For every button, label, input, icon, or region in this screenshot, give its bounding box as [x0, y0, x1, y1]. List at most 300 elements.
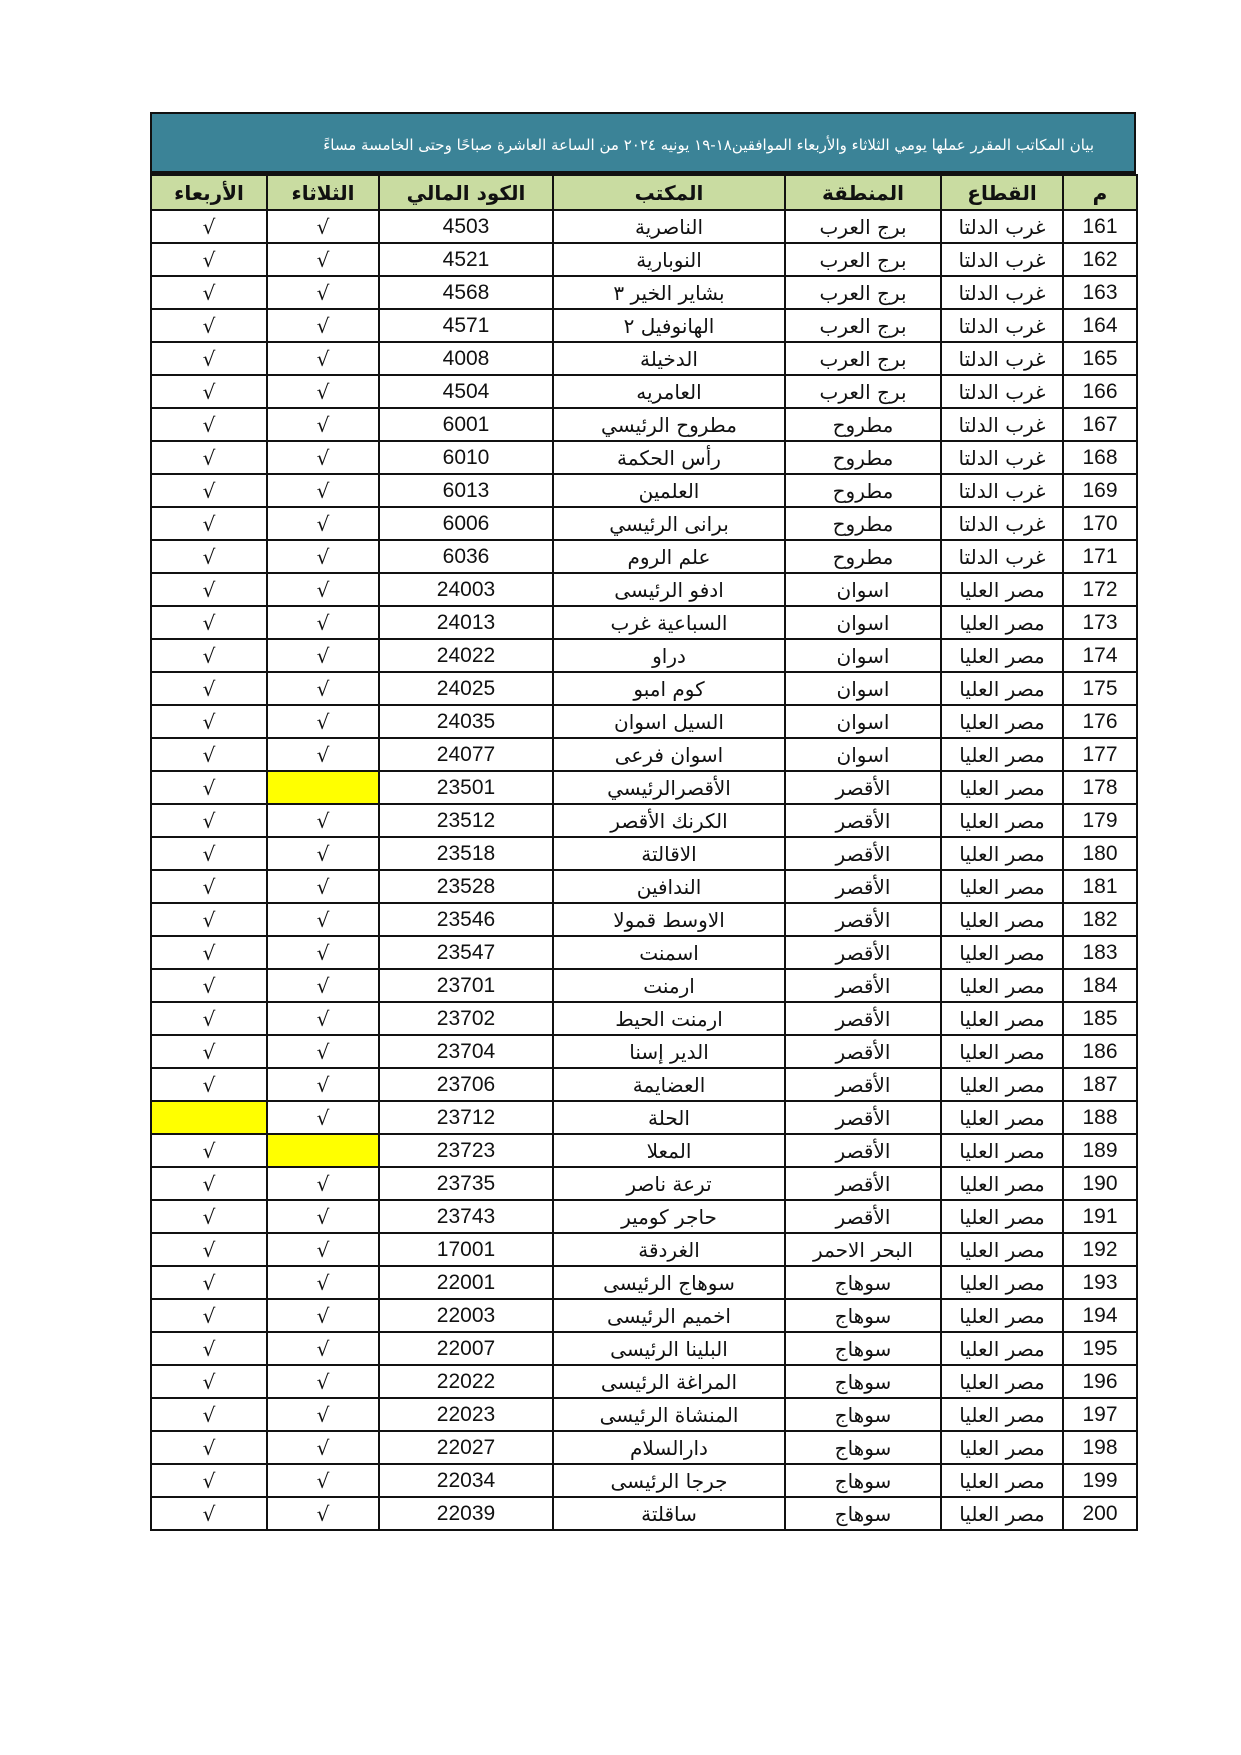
row-code: 23546: [379, 903, 553, 936]
row-code: 23512: [379, 804, 553, 837]
row-number: 176: [1063, 705, 1137, 738]
row-tuesday-status: √: [267, 738, 379, 771]
row-region: سوهاج: [785, 1365, 941, 1398]
row-code: 24077: [379, 738, 553, 771]
row-code: 24003: [379, 573, 553, 606]
row-tuesday-status: √: [267, 1365, 379, 1398]
row-tuesday-status: √: [267, 1431, 379, 1464]
row-code: 6013: [379, 474, 553, 507]
row-office: ترعة ناصر: [553, 1167, 785, 1200]
row-code: 23702: [379, 1002, 553, 1035]
row-code: 23735: [379, 1167, 553, 1200]
row-office: العضايمة: [553, 1068, 785, 1101]
document-title: بيان المكاتب المقرر عملها يومي الثلاثاء والأربعاء الموافقين١٨-١٩ يونيه ٢٠٢٤ من الساعة العاشرة صباحًا وحتى الخامسة مساءً: [150, 112, 1136, 174]
table-row: [151, 870, 1137, 903]
table-row: [151, 672, 1137, 705]
row-sector: مصر العليا: [941, 771, 1063, 804]
row-wednesday-status: √: [151, 1068, 267, 1101]
row-sector: مصر العليا: [941, 1101, 1063, 1134]
row-tuesday-status: √: [267, 408, 379, 441]
row-office: علم الروم: [553, 540, 785, 573]
row-wednesday-status: √: [151, 1134, 267, 1167]
row-region: سوهاج: [785, 1266, 941, 1299]
row-sector: غرب الدلتا: [941, 408, 1063, 441]
row-office: الغردقة: [553, 1233, 785, 1266]
row-code: 4571: [379, 309, 553, 342]
row-code: 24013: [379, 606, 553, 639]
row-code: 4521: [379, 243, 553, 276]
row-region: اسوان: [785, 672, 941, 705]
row-region: مطروح: [785, 507, 941, 540]
row-sector: مصر العليا: [941, 705, 1063, 738]
row-wednesday-status: √: [151, 804, 267, 837]
row-code: 23704: [379, 1035, 553, 1068]
row-code: 6006: [379, 507, 553, 540]
row-number: 177: [1063, 738, 1137, 771]
row-tuesday-status: √: [267, 1266, 379, 1299]
row-office: حاجر كومير: [553, 1200, 785, 1233]
row-region: اسوان: [785, 606, 941, 639]
row-number: 190: [1063, 1167, 1137, 1200]
row-sector: مصر العليا: [941, 870, 1063, 903]
table-row: [151, 705, 1137, 738]
row-office: الاقالتة: [553, 837, 785, 870]
row-wednesday-status: √: [151, 870, 267, 903]
row-tuesday-status: √: [267, 1464, 379, 1497]
row-number: 171: [1063, 540, 1137, 573]
row-region: مطروح: [785, 408, 941, 441]
row-wednesday-status: √: [151, 276, 267, 309]
row-wednesday-status: √: [151, 738, 267, 771]
row-number: 165: [1063, 342, 1137, 375]
row-wednesday-status: √: [151, 936, 267, 969]
row-office: الكرنك الأقصر: [553, 804, 785, 837]
row-number: 187: [1063, 1068, 1137, 1101]
row-number: 195: [1063, 1332, 1137, 1365]
row-number: 166: [1063, 375, 1137, 408]
row-sector: غرب الدلتا: [941, 441, 1063, 474]
row-wednesday-status: √: [151, 1332, 267, 1365]
row-tuesday-status: √: [267, 375, 379, 408]
row-code: 4008: [379, 342, 553, 375]
table-row: [151, 738, 1137, 771]
row-tuesday-status: √: [267, 1101, 379, 1134]
table-row: [151, 1398, 1137, 1431]
row-wednesday-status: √: [151, 243, 267, 276]
row-number: 174: [1063, 639, 1137, 672]
row-region: الأقصر: [785, 1002, 941, 1035]
row-office: الحلة: [553, 1101, 785, 1134]
header-region: المنطقة: [785, 175, 941, 210]
row-region: برج العرب: [785, 243, 941, 276]
row-region: مطروح: [785, 441, 941, 474]
row-number: 169: [1063, 474, 1137, 507]
row-office: الناصرية: [553, 210, 785, 243]
row-code: 22027: [379, 1431, 553, 1464]
row-region: برج العرب: [785, 210, 941, 243]
row-wednesday-status: √: [151, 639, 267, 672]
row-sector: غرب الدلتا: [941, 375, 1063, 408]
table-row: [151, 606, 1137, 639]
table-row: [151, 309, 1137, 342]
header-wednesday: الأربعاء: [151, 175, 267, 210]
row-office: اخميم الرئيسى: [553, 1299, 785, 1332]
row-office: ارمنت الحيط: [553, 1002, 785, 1035]
row-code: 6001: [379, 408, 553, 441]
row-office: المعلا: [553, 1134, 785, 1167]
row-sector: مصر العليا: [941, 1299, 1063, 1332]
row-code: 23501: [379, 771, 553, 804]
row-number: 193: [1063, 1266, 1137, 1299]
table-row: [151, 1002, 1137, 1035]
row-sector: مصر العليا: [941, 1002, 1063, 1035]
row-office: دراو: [553, 639, 785, 672]
row-tuesday-status: √: [267, 606, 379, 639]
row-sector: مصر العليا: [941, 1266, 1063, 1299]
row-tuesday-status: √: [267, 804, 379, 837]
row-office: اسوان فرعى: [553, 738, 785, 771]
row-wednesday-status: √: [151, 1299, 267, 1332]
table-row: [151, 1035, 1137, 1068]
row-region: الأقصر: [785, 1134, 941, 1167]
row-number: 167: [1063, 408, 1137, 441]
row-tuesday-status: [267, 771, 379, 804]
row-tuesday-status: √: [267, 903, 379, 936]
table-row: [151, 1068, 1137, 1101]
row-code: 23547: [379, 936, 553, 969]
row-number: 192: [1063, 1233, 1137, 1266]
row-region: الأقصر: [785, 1068, 941, 1101]
row-region: الأقصر: [785, 1200, 941, 1233]
table-row: [151, 375, 1137, 408]
table-row: [151, 1431, 1137, 1464]
row-sector: مصر العليا: [941, 606, 1063, 639]
row-wednesday-status: √: [151, 474, 267, 507]
row-office: السباعية غرب: [553, 606, 785, 639]
row-wednesday-status: √: [151, 342, 267, 375]
row-tuesday-status: √: [267, 507, 379, 540]
row-tuesday-status: √: [267, 1068, 379, 1101]
table-row: [151, 903, 1137, 936]
row-tuesday-status: √: [267, 309, 379, 342]
row-number: 168: [1063, 441, 1137, 474]
row-sector: مصر العليا: [941, 1497, 1063, 1530]
row-region: اسوان: [785, 573, 941, 606]
table-body: [151, 210, 1137, 1530]
row-wednesday-status: √: [151, 375, 267, 408]
row-sector: مصر العليا: [941, 1365, 1063, 1398]
row-region: سوهاج: [785, 1332, 941, 1365]
row-wednesday-status: √: [151, 705, 267, 738]
row-sector: غرب الدلتا: [941, 507, 1063, 540]
row-code: 22001: [379, 1266, 553, 1299]
row-sector: مصر العليا: [941, 804, 1063, 837]
row-wednesday-status: √: [151, 441, 267, 474]
row-wednesday-status: √: [151, 1167, 267, 1200]
row-sector: غرب الدلتا: [941, 210, 1063, 243]
row-number: 183: [1063, 936, 1137, 969]
row-sector: مصر العليا: [941, 738, 1063, 771]
table-row: [151, 276, 1137, 309]
row-region: مطروح: [785, 474, 941, 507]
row-region: سوهاج: [785, 1431, 941, 1464]
row-office: ارمنت: [553, 969, 785, 1002]
row-office: جرجا الرئيسى: [553, 1464, 785, 1497]
row-number: 197: [1063, 1398, 1137, 1431]
row-region: اسوان: [785, 738, 941, 771]
row-number: 161: [1063, 210, 1137, 243]
row-number: 191: [1063, 1200, 1137, 1233]
row-office: كوم امبو: [553, 672, 785, 705]
row-wednesday-status: √: [151, 540, 267, 573]
row-code: 23701: [379, 969, 553, 1002]
row-sector: غرب الدلتا: [941, 342, 1063, 375]
table-row: [151, 441, 1137, 474]
row-office: الاوسط قمولا: [553, 903, 785, 936]
table-row: [151, 1167, 1137, 1200]
row-sector: مصر العليا: [941, 1398, 1063, 1431]
row-wednesday-status: √: [151, 1233, 267, 1266]
row-wednesday-status: √: [151, 1002, 267, 1035]
row-wednesday-status: √: [151, 1497, 267, 1530]
row-office: برانى الرئيسي: [553, 507, 785, 540]
row-region: الأقصر: [785, 1167, 941, 1200]
row-code: 22034: [379, 1464, 553, 1497]
row-code: 17001: [379, 1233, 553, 1266]
header-office: المكتب: [553, 175, 785, 210]
row-tuesday-status: √: [267, 342, 379, 375]
row-number: 164: [1063, 309, 1137, 342]
table-row: [151, 507, 1137, 540]
row-sector: مصر العليا: [941, 573, 1063, 606]
table-row: [151, 243, 1137, 276]
row-number: 184: [1063, 969, 1137, 1002]
row-number: 196: [1063, 1365, 1137, 1398]
row-region: برج العرب: [785, 276, 941, 309]
row-number: 194: [1063, 1299, 1137, 1332]
table-row: [151, 1464, 1137, 1497]
table-row: [151, 1200, 1137, 1233]
table-row: [151, 771, 1137, 804]
row-sector: مصر العليا: [941, 1068, 1063, 1101]
row-sector: مصر العليا: [941, 1464, 1063, 1497]
row-tuesday-status: √: [267, 573, 379, 606]
row-number: 178: [1063, 771, 1137, 804]
table-row: [151, 936, 1137, 969]
row-wednesday-status: √: [151, 771, 267, 804]
row-sector: مصر العليا: [941, 1233, 1063, 1266]
table-row: [151, 804, 1137, 837]
row-sector: غرب الدلتا: [941, 276, 1063, 309]
row-region: الأقصر: [785, 837, 941, 870]
row-number: 198: [1063, 1431, 1137, 1464]
row-region: برج العرب: [785, 375, 941, 408]
table-header-row: [151, 175, 1137, 210]
offices-table: [150, 174, 1138, 1531]
row-wednesday-status: √: [151, 1200, 267, 1233]
row-code: 23712: [379, 1101, 553, 1134]
row-region: الأقصر: [785, 903, 941, 936]
row-office: الدخيلة: [553, 342, 785, 375]
row-region: اسوان: [785, 639, 941, 672]
row-number: 186: [1063, 1035, 1137, 1068]
row-office: الندافين: [553, 870, 785, 903]
row-region: برج العرب: [785, 342, 941, 375]
row-tuesday-status: √: [267, 936, 379, 969]
row-code: 22003: [379, 1299, 553, 1332]
row-office: مطروح الرئيسي: [553, 408, 785, 441]
row-tuesday-status: √: [267, 870, 379, 903]
row-region: سوهاج: [785, 1464, 941, 1497]
row-region: الأقصر: [785, 804, 941, 837]
row-wednesday-status: √: [151, 507, 267, 540]
row-region: الأقصر: [785, 771, 941, 804]
row-office: ادفو الرئيسى: [553, 573, 785, 606]
row-code: 24022: [379, 639, 553, 672]
row-code: 23518: [379, 837, 553, 870]
row-office: البلينا الرئيسى: [553, 1332, 785, 1365]
table-row: [151, 1299, 1137, 1332]
row-wednesday-status: √: [151, 969, 267, 1002]
table-row: [151, 1266, 1137, 1299]
row-region: البحر الاحمر: [785, 1233, 941, 1266]
row-number: 170: [1063, 507, 1137, 540]
row-region: الأقصر: [785, 969, 941, 1002]
row-sector: مصر العليا: [941, 1200, 1063, 1233]
row-wednesday-status: √: [151, 573, 267, 606]
row-number: 200: [1063, 1497, 1137, 1530]
row-office: العامريه: [553, 375, 785, 408]
row-number: 162: [1063, 243, 1137, 276]
row-sector: مصر العليا: [941, 837, 1063, 870]
row-number: 181: [1063, 870, 1137, 903]
row-sector: مصر العليا: [941, 903, 1063, 936]
table-row: [151, 1365, 1137, 1398]
row-number: 172: [1063, 573, 1137, 606]
row-sector: غرب الدلتا: [941, 474, 1063, 507]
row-code: 22022: [379, 1365, 553, 1398]
row-code: 23743: [379, 1200, 553, 1233]
row-tuesday-status: √: [267, 210, 379, 243]
row-wednesday-status: √: [151, 903, 267, 936]
row-sector: مصر العليا: [941, 969, 1063, 1002]
row-tuesday-status: √: [267, 1167, 379, 1200]
table-row: [151, 1134, 1137, 1167]
table-row: [151, 1101, 1137, 1134]
row-number: 175: [1063, 672, 1137, 705]
table-row: [151, 540, 1137, 573]
row-wednesday-status: √: [151, 1464, 267, 1497]
table-row: [151, 1233, 1137, 1266]
row-wednesday-status: √: [151, 606, 267, 639]
row-number: 179: [1063, 804, 1137, 837]
table-row: [151, 1497, 1137, 1530]
row-office: اسمنت: [553, 936, 785, 969]
row-code: 22007: [379, 1332, 553, 1365]
row-number: 199: [1063, 1464, 1137, 1497]
row-tuesday-status: √: [267, 276, 379, 309]
row-region: الأقصر: [785, 1101, 941, 1134]
row-code: 23706: [379, 1068, 553, 1101]
row-code: 23528: [379, 870, 553, 903]
row-office: رأس الحكمة: [553, 441, 785, 474]
row-tuesday-status: √: [267, 969, 379, 1002]
row-wednesday-status: √: [151, 1398, 267, 1431]
row-region: الأقصر: [785, 870, 941, 903]
row-sector: مصر العليا: [941, 672, 1063, 705]
row-sector: مصر العليا: [941, 1035, 1063, 1068]
row-sector: مصر العليا: [941, 1431, 1063, 1464]
row-office: سوهاج الرئيسى: [553, 1266, 785, 1299]
row-code: 24035: [379, 705, 553, 738]
offices-schedule-sheet: [150, 112, 1140, 1531]
row-number: 185: [1063, 1002, 1137, 1035]
row-tuesday-status: √: [267, 1299, 379, 1332]
row-number: 188: [1063, 1101, 1137, 1134]
row-office: بشاير الخير ٣: [553, 276, 785, 309]
row-tuesday-status: √: [267, 1332, 379, 1365]
row-tuesday-status: √: [267, 441, 379, 474]
row-wednesday-status: √: [151, 1431, 267, 1464]
row-number: 182: [1063, 903, 1137, 936]
row-wednesday-status: √: [151, 309, 267, 342]
row-code: 22023: [379, 1398, 553, 1431]
row-office: العلمين: [553, 474, 785, 507]
row-sector: مصر العليا: [941, 1167, 1063, 1200]
table-row: [151, 474, 1137, 507]
row-code: 22039: [379, 1497, 553, 1530]
header-tuesday: الثلاثاء: [267, 175, 379, 210]
row-tuesday-status: √: [267, 672, 379, 705]
row-sector: مصر العليا: [941, 1332, 1063, 1365]
row-tuesday-status: √: [267, 1497, 379, 1530]
row-sector: مصر العليا: [941, 936, 1063, 969]
row-office: الأقصرالرئيسي: [553, 771, 785, 804]
row-code: 6010: [379, 441, 553, 474]
table-row: [151, 408, 1137, 441]
row-wednesday-status: √: [151, 1365, 267, 1398]
row-wednesday-status: √: [151, 408, 267, 441]
row-tuesday-status: √: [267, 1233, 379, 1266]
row-number: 173: [1063, 606, 1137, 639]
row-code: 4568: [379, 276, 553, 309]
row-tuesday-status: √: [267, 639, 379, 672]
row-office: السيل اسوان: [553, 705, 785, 738]
row-wednesday-status: [151, 1101, 267, 1134]
row-code: 23723: [379, 1134, 553, 1167]
header-sector: القطاع: [941, 175, 1063, 210]
row-region: الأقصر: [785, 936, 941, 969]
row-wednesday-status: √: [151, 837, 267, 870]
row-tuesday-status: √: [267, 837, 379, 870]
row-code: 4503: [379, 210, 553, 243]
row-tuesday-status: √: [267, 705, 379, 738]
row-wednesday-status: √: [151, 1266, 267, 1299]
row-region: سوهاج: [785, 1497, 941, 1530]
row-tuesday-status: [267, 1134, 379, 1167]
row-code: 24025: [379, 672, 553, 705]
row-tuesday-status: √: [267, 474, 379, 507]
table-row: [151, 639, 1137, 672]
table-row: [151, 1332, 1137, 1365]
row-tuesday-status: √: [267, 243, 379, 276]
row-code: 4504: [379, 375, 553, 408]
table-row: [151, 837, 1137, 870]
row-region: سوهاج: [785, 1398, 941, 1431]
row-sector: غرب الدلتا: [941, 309, 1063, 342]
row-region: سوهاج: [785, 1299, 941, 1332]
table-row: [151, 969, 1137, 1002]
